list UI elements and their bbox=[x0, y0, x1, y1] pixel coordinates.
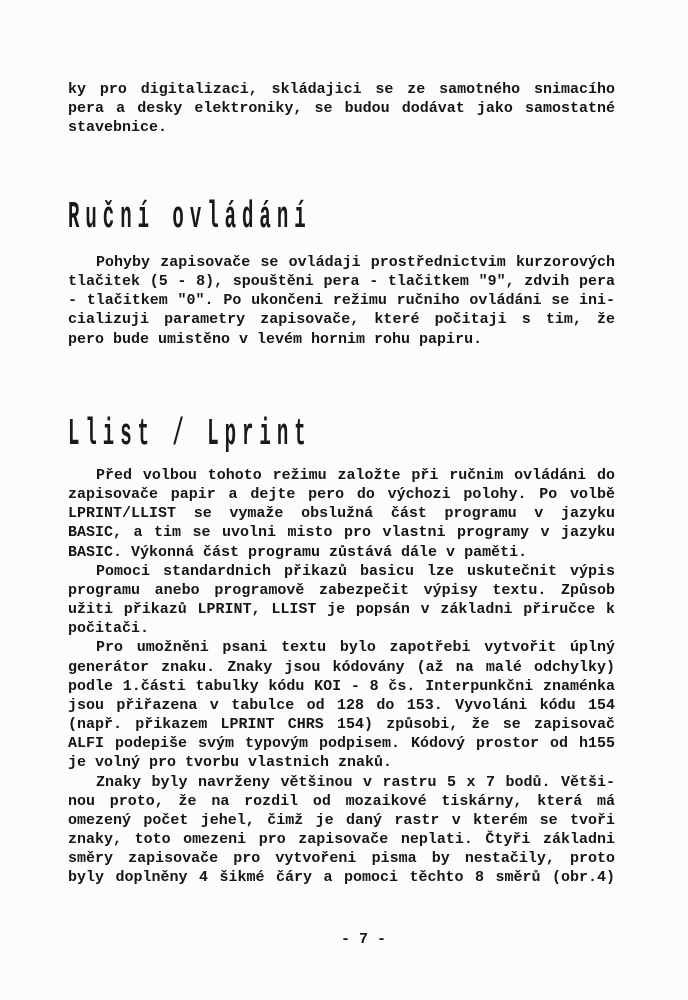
text-line: počitači. bbox=[68, 620, 150, 638]
paragraph bbox=[68, 466, 615, 562]
text-line: cializuji parametry zapisovače, které počitaji s tim, že bbox=[68, 311, 615, 329]
text-line: pera a desky elektroniky, se budou dodávat jako samostatné bbox=[68, 100, 615, 118]
text-line: pero bude umistěno v levém hornim rohu papiru. bbox=[68, 330, 483, 348]
text-line: je volný pro tvorbu vlastnich znaků. bbox=[68, 754, 393, 772]
section-heading-manual-control: Ruční ovládání bbox=[68, 196, 312, 239]
text-line: BASIC, a tim se uvolni misto pro vlastni programy v jazyku bbox=[68, 524, 615, 542]
text-line: stavebnice. bbox=[68, 119, 168, 137]
text-line: (např. přikazem LPRINT CHRS 154) způsobi, že se zapisovač bbox=[68, 716, 615, 734]
text-line: užiti přikazů LPRINT, LLIST je popsán v základni přiručce k bbox=[68, 601, 615, 619]
text-line: jsou přiřazena v tabulce od 128 do 153. Vyvoláni kódu 154 bbox=[68, 696, 615, 714]
text-line: podle 1.části tabulky kódu KOI - 8 čs. Interpunkčni znaménka bbox=[68, 677, 615, 695]
text-line: programu anebo programově zabezpečit výpisy textu. Způsob bbox=[68, 581, 615, 599]
text-line: Pohyby zapisovače se ovládaji prostřednictvim kurzorových bbox=[96, 254, 615, 271]
text-line: nou proto, že na rozdil od mozaikové tiskárny, která má bbox=[68, 792, 615, 810]
text-line: generátor znaku. Znaky jsou kódovány (až na malé odchylky) bbox=[68, 658, 615, 676]
text-line: znaky, toto omezeni pro zapisovače neplati. Čtyři základni bbox=[68, 830, 615, 848]
manual-control-paragraph bbox=[68, 253, 615, 349]
text-line: Pomoci standardnich přikazů basicu lze uskutečnit výpis bbox=[96, 562, 615, 580]
text-line: LPRINT/LLIST se vymaže obslužná část programu v jazyku bbox=[68, 505, 615, 523]
text-line: ALFI podepiše svým typovým podpisem. Kódový prostor od h155 bbox=[68, 735, 615, 753]
text-line: zapisovače papir a dejte pero do výchozi polohy. Po volbě bbox=[68, 486, 615, 504]
section-heading-llist-lprint: Llist / Lprint bbox=[68, 413, 312, 456]
text-line: Znaky byly navrženy většinou v rastru 5 x 7 bodů. Větši- bbox=[96, 773, 615, 791]
text-line: - tlačitkem "0". Po ukončeni režimu ručniho ovládáni se ini- bbox=[68, 292, 615, 310]
llist-lprint-body bbox=[68, 466, 615, 887]
text-line: BASIC. Výkonná část programu zůstává dále v paměti. bbox=[68, 543, 528, 561]
text-line: Pro umožněni psani textu bylo zapotřebi vytvořit úplný bbox=[96, 639, 615, 657]
text-line: Před volbou tohoto režimu založte při ručnim ovládáni do bbox=[96, 467, 615, 484]
paragraph bbox=[68, 773, 615, 888]
paragraph bbox=[68, 638, 615, 772]
text-line: tlačitek (5 - 8), spouštěni pera - tlačitkem "9", zdvih pera bbox=[68, 273, 615, 291]
text-line: ky pro digitalizaci, skládajici se ze samotného snimacího bbox=[68, 81, 615, 98]
paragraph bbox=[68, 562, 615, 639]
intro-paragraph bbox=[68, 80, 615, 137]
text-line: směry zapisovače pro vytvořeni pisma by nestačily, proto bbox=[68, 850, 615, 868]
text-line: byly doplněny 4 šikmé čáry a pomoci těchto 8 směrů (obr.4) bbox=[68, 869, 615, 887]
text-line: omezený počet jehel, čimž je daný rastr v kterém se tvoři bbox=[68, 811, 615, 829]
page-number: - 7 - bbox=[341, 931, 387, 948]
